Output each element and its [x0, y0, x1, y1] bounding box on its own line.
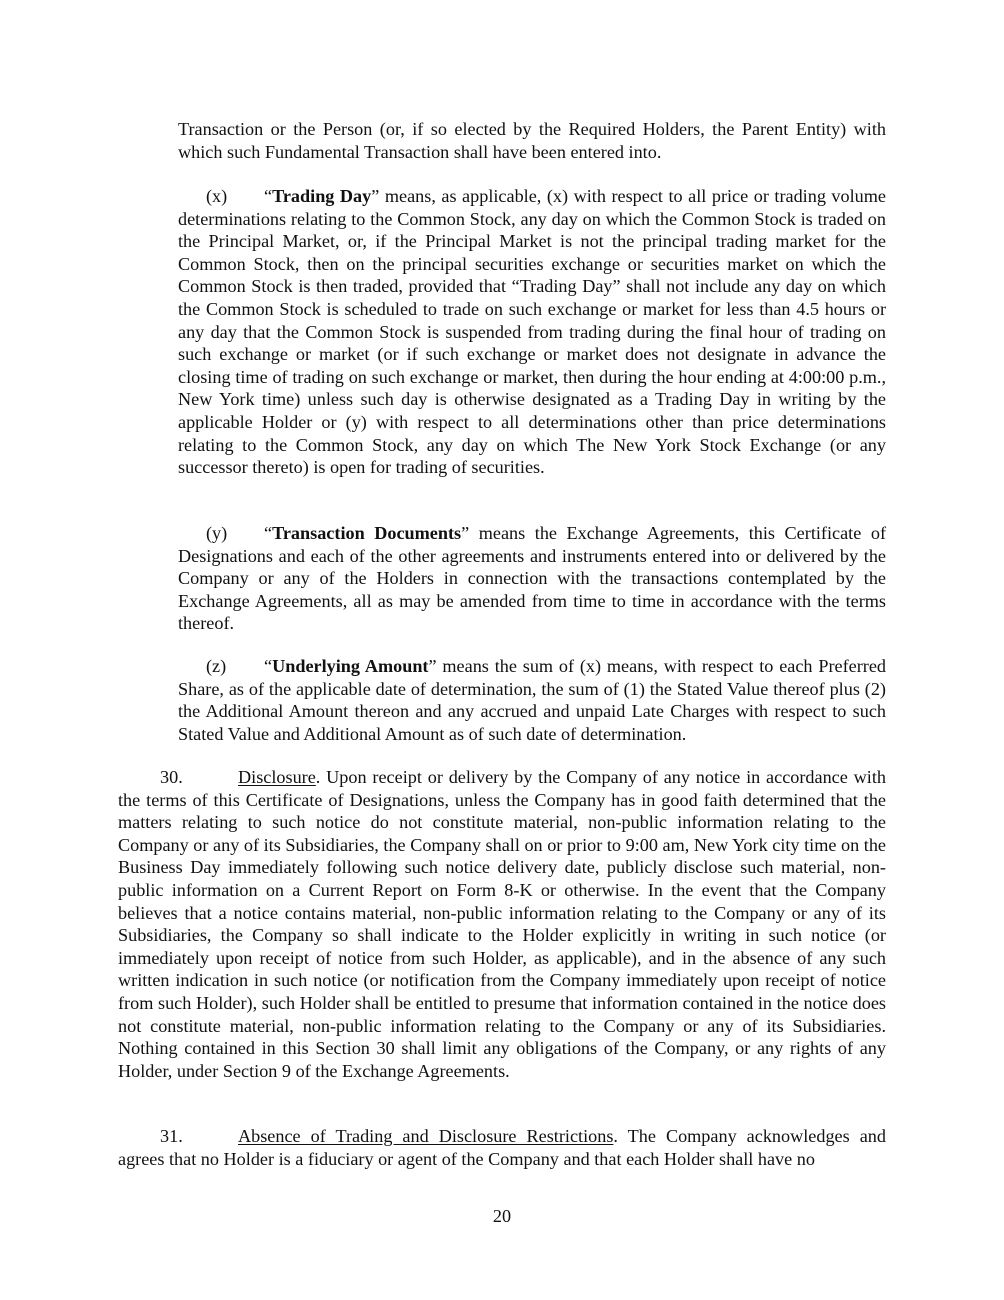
definition-label: (x)	[206, 186, 228, 206]
close-quote: ”	[461, 523, 470, 543]
close-quote: ”	[371, 186, 380, 206]
continuation-paragraph	[178, 118, 886, 163]
definition-body: means the Exchange Agreements, this Certificate of Designations and each of the other agreements and instruments entered into or delivered by the Company or any of the Holders in connection with the transactions contemplated by the Exchange Agreements, all as may be amended from time to time in accordance with the terms thereof.	[178, 523, 886, 634]
section-body: . Upon receipt or delivery by the Company of any notice in accordance with the terms of this Certificate of Designations, unless the Company has in good faith determined that the matters relating to such notice do not constitute material, non-public information relating to the Company or any of its Subsidiaries, the Company shall on or prior to 9:00 am, New York city time on the Business Day immediately following such notice delivery date, publicly disclose such material, non-public information on a Current Report on Form 8-K or otherwise. In the event that the Company believes that a notice contains material, non-public information relating to the Company or any of its Subsidiaries, the Company so shall indicate to the Holder explicitly in writing in such notice (or immediately upon receipt of notice from such Holder, as applicable), and in the absence of any such written indication in such notice (or notification from the Company immediately upon receipt of notice from such Holder), such Holder shall be entitled to presume that information contained in the notice does not constitute material, non-public information relating to the Company or any of its Subsidiaries. Nothing contained in this Section 30 shall limit any obligations of the Company, or any rights of any Holder, under Section 9 of the Exchange Agreements.	[118, 767, 886, 1081]
section-31-absence-of-restrictions	[118, 1125, 886, 1170]
section-number: 30.	[160, 767, 183, 787]
open-quote: “	[264, 656, 273, 676]
section-body: . The Company acknowledges and agrees that no Holder is a fiduciary or agent of the Company and that each Holder shall have no	[118, 1126, 886, 1169]
page-number: 20	[492, 1206, 512, 1226]
defined-term: Transaction Documents	[272, 523, 462, 543]
definition-trading-day	[178, 185, 886, 479]
open-quote: “	[264, 186, 273, 206]
close-quote: ”	[428, 656, 437, 676]
definition-transaction-documents	[178, 522, 886, 635]
section-30-disclosure	[118, 766, 886, 1082]
defined-term: Trading Day	[272, 186, 372, 206]
definition-underlying-amount	[178, 655, 886, 745]
open-quote: “	[264, 523, 273, 543]
continuation-text: Transaction or the Person (or, if so elected by the Required Holders, the Parent Entity) with which such Fundamental Transaction shall have been entered into.	[178, 119, 886, 162]
definition-label: (z)	[206, 656, 227, 676]
section-heading: Absence of Trading and Disclosure Restrictions	[238, 1126, 614, 1146]
section-number: 31.	[160, 1126, 183, 1146]
definition-body: means the sum of (x) means, with respect to each Preferred Share, as of the applicable date of determination, the sum of (1) the Stated Value thereof plus (2) the Additional Amount thereon and any accrued and unpaid Late Charges with respect to such Stated Value and Additional Amount as of such date of determination.	[178, 656, 886, 744]
section-heading: Disclosure	[238, 767, 316, 787]
definition-label: (y)	[206, 523, 228, 543]
definition-body: means, as applicable, (x) with respect to all price or trading volume determinations relating to the Common Stock, any day on which the Common Stock is traded on the Principal Market, or, if the Principal Market is not the principal trading market for the Common Stock, then on the principal securities exchange or securities market on which the Common Stock is then traded, provided that “Trading Day” shall not include any day on which the Common Stock is scheduled to trade on such exchange or market for less than 4.5 hours or any day that the Common Stock is suspended from trading during the final hour of trading on such exchange or market (or if such exchange or market does not designate in advance the closing time of trading on such exchange or market, then during the hour ending at 4:00:00 p.m., New York time) unless such day is otherwise designated as a Trading Day in writing by the applicable Holder or (y) with respect to all determinations other than price determinations relating to the Common Stock, any day on which The New York Stock Exchange (or any successor thereto) is open for trading of securities.	[178, 186, 886, 478]
defined-term: Underlying Amount	[272, 656, 429, 676]
